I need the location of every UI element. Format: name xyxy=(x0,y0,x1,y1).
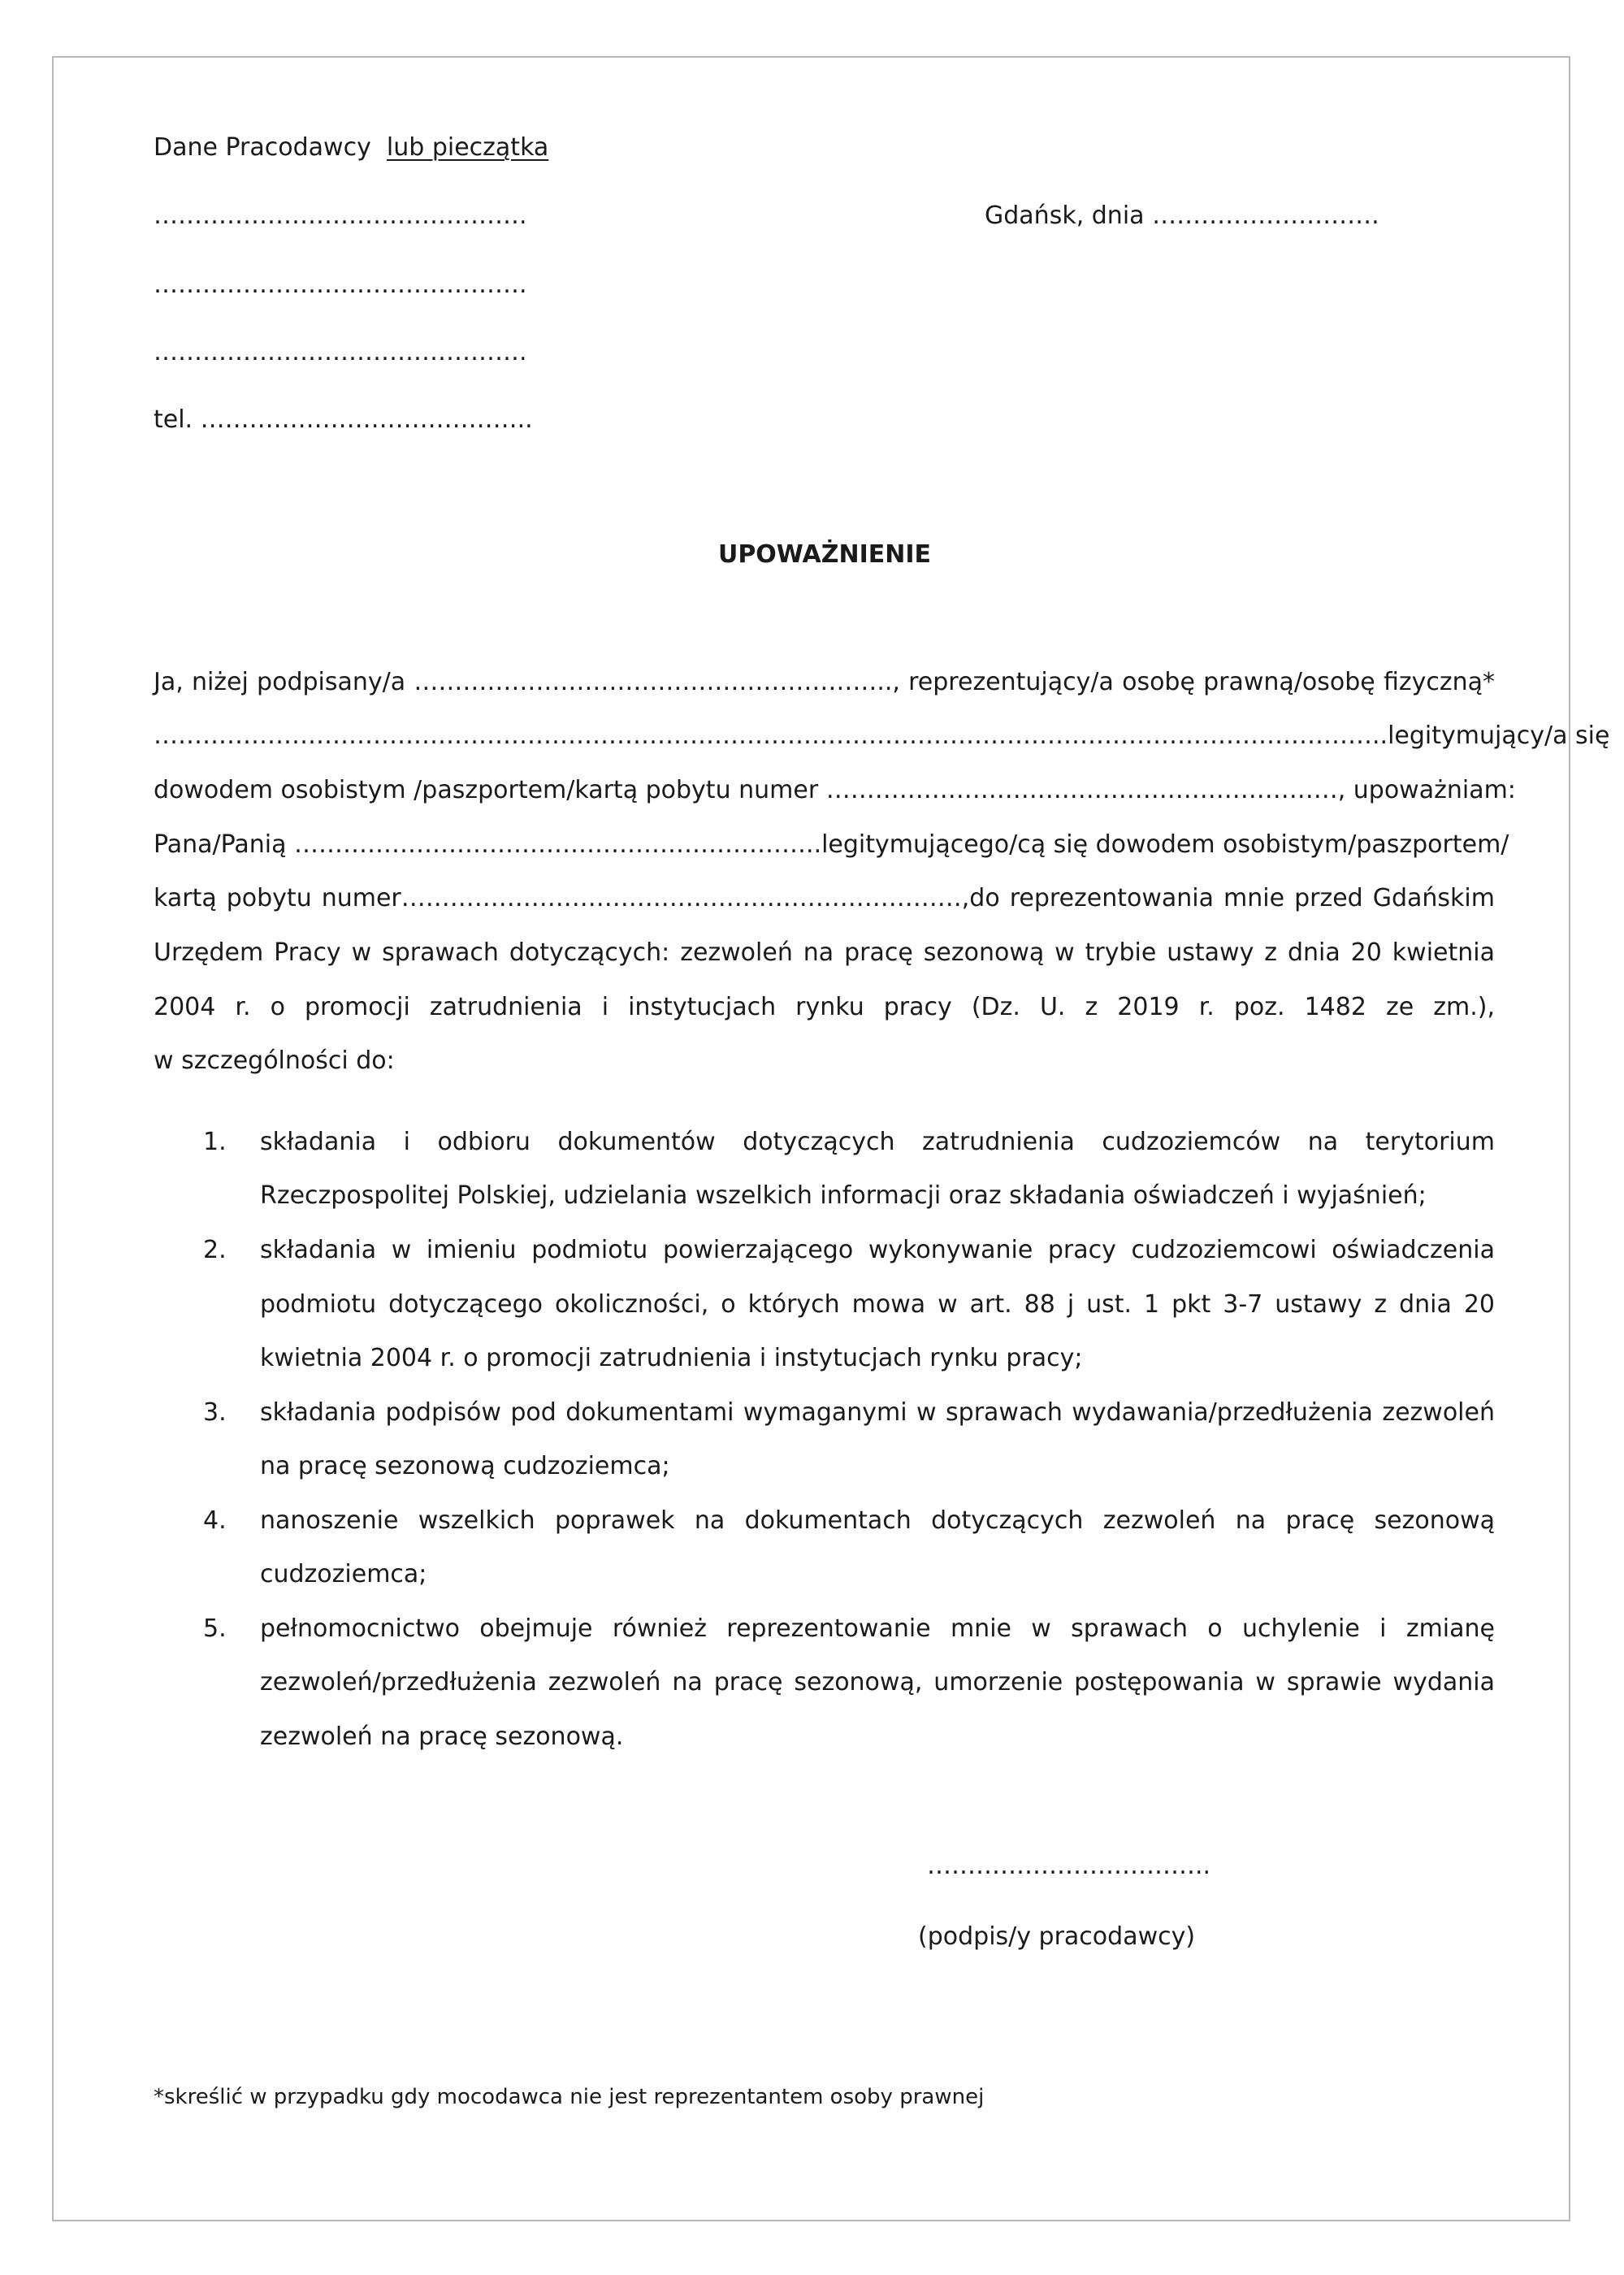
employer-line-3: ………………………………………. xyxy=(154,338,527,366)
paragraph-line: kartą pobytu numer……………………………………………………………,do reprezentowania mnie przed Gdańskim xyxy=(154,884,1495,912)
signature-line: …………………………….. xyxy=(927,1852,1211,1880)
employer-line-1: ………………………………………. xyxy=(154,202,527,230)
footnote: *skreślić w przypadku gdy mocodawca nie jest reprezentantem osoby prawnej xyxy=(154,2085,985,2109)
document-title: UPOWAŻNIENIE xyxy=(717,540,932,569)
list-item-line: na pracę sezonową cudzoziemca; xyxy=(260,1452,670,1480)
list-item-line: cudzoziemca; xyxy=(260,1560,427,1588)
paragraph-line: w szczególności do: xyxy=(154,1046,395,1075)
list-item-number: 2. xyxy=(203,1236,227,1264)
list-item-line: zezwoleń na pracę sezonową. xyxy=(260,1722,624,1751)
list-item-line: kwietnia 2004 r. o promocji zatrudnienia i instytucjach rynku pracy; xyxy=(260,1344,1083,1372)
list-item-number: 4. xyxy=(203,1506,227,1535)
list-item-line: nanoszenie wszelkich poprawek na dokumentach dotyczących zezwoleń na pracę sezonową xyxy=(260,1506,1495,1535)
list-item-number: 3. xyxy=(203,1398,227,1427)
list-item-line: zezwoleń/przedłużenia zezwoleń na pracę sezonową, umorzenie postępowania w sprawie wydania xyxy=(260,1668,1495,1696)
list-item-line: składania podpisów pod dokumentami wymaganymi w sprawach wydawania/przedłużenia zezwoleń xyxy=(260,1398,1495,1427)
paragraph-line: Ja, niżej podpisany/a ………………………………………………….., reprezentujący/a osobę prawną/osobę fizyczną* xyxy=(154,668,1495,696)
employer-data-heading xyxy=(154,132,548,164)
paragraph-line: ……………………………………………………………………………………………………………………………………..legitymujący/a się xyxy=(154,722,1610,750)
paragraph-line: 2004 r. o promocji zatrudnienia i instytucjach rynku pracy (Dz. U. z 2019 r. poz. 1482 ze zm.), xyxy=(154,993,1495,1021)
stamp-label: lub pieczątka xyxy=(386,133,549,162)
list-item-line: składania i odbioru dokumentów dotyczących zatrudnienia cudzoziemców na terytorium xyxy=(260,1128,1495,1156)
paragraph-line: dowodem osobistym /paszportem/kartą pobytu numer ………………………………………………………, upoważniam: xyxy=(154,776,1516,804)
paragraph-line: Pana/Panią ………………………………………………………..legitymującego/cą się dowodem osobistym/paszportem/ xyxy=(154,830,1509,859)
list-item-line: Rzeczpospolitej Polskiej, udzielania wszelkich informacji oraz składania oświadczeń i wyjaśnień; xyxy=(260,1181,1427,1210)
list-item-line: składania w imieniu podmiotu powierzającego wykonywanie pracy cudzoziemcowi oświadczenia xyxy=(260,1236,1495,1264)
paragraph-line: Urzędem Pracy w sprawach dotyczących: zezwoleń na pracę sezonową w trybie ustawy z dnia 20 kwietnia xyxy=(154,938,1495,967)
signature-label: (podpis/y pracodawcy) xyxy=(918,1922,1196,1951)
list-item-number: 5. xyxy=(203,1614,227,1643)
list-item-line: podmiotu dotyczącego okoliczności, o których mowa w art. 88 j ust. 1 pkt 3-7 ustawy z dnia 20 xyxy=(260,1290,1495,1319)
employer-data-label: Dane Pracodawcy xyxy=(154,133,371,162)
place-date-field: Gdańsk, dnia ………………………. xyxy=(985,202,1379,230)
employer-line-2: ………………………………………. xyxy=(154,271,527,299)
list-item-line: pełnomocnictwo obejmuje również reprezentowanie mnie w sprawach o uchylenie i zmianę xyxy=(260,1614,1495,1643)
employer-phone-field: tel. ………………………………….. xyxy=(154,405,533,434)
list-item-number: 1. xyxy=(203,1128,227,1156)
